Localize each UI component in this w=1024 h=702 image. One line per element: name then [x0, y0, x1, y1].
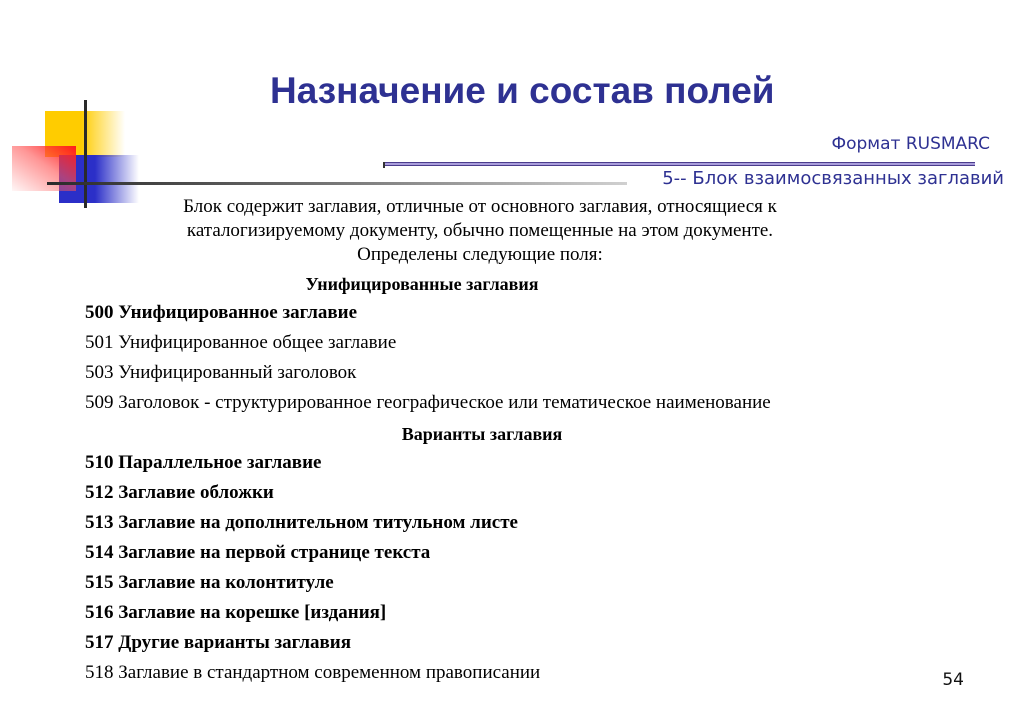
field-item-512: 512 Заглавие обложки [85, 482, 274, 503]
format-label: Формат RUSMARC [831, 134, 990, 154]
field-item-517: 517 Другие варианты заглавия [85, 632, 351, 653]
field-item-501: 501 Унифицированное общее заглавие [85, 332, 397, 353]
decorative-vertical-line [84, 100, 87, 208]
field-item-500: 500 Унифицированное заглавие [85, 302, 358, 323]
intro-line: Блок содержит заглавия, отличные от основного заглавия, относящиеся к [183, 196, 777, 217]
decorative-horizontal-line [47, 182, 627, 185]
field-item-516: 516 Заглавие на корешке [издания] [85, 602, 387, 623]
header-divider-cap [383, 162, 385, 168]
field-item-509: 509 Заголовок - структурированное географическое или тематическое наименование [85, 392, 771, 413]
block-label: 5-- Блок взаимосвязанных заглавий [662, 168, 1004, 189]
section-heading-unified-titles: Унифицированные заглавия [305, 274, 539, 294]
header-divider-rule [383, 162, 975, 166]
field-item-510: 510 Параллельное заглавие [85, 452, 322, 473]
field-item-515: 515 Заглавие на колонтитуле [85, 572, 334, 593]
page-number: 54 [942, 670, 964, 690]
intro-line: Определены следующие поля: [357, 244, 603, 265]
field-item-518: 518 Заглавие в стандартном современном правописании [85, 662, 541, 683]
intro-paragraph [130, 195, 830, 267]
field-item-514: 514 Заглавие на первой странице текста [85, 542, 431, 563]
field-item-503: 503 Унифицированный заголовок [85, 362, 357, 383]
slide-title: Назначение и состав полей [270, 70, 775, 111]
section-heading-title-variants: Варианты заглавия [401, 424, 563, 444]
intro-line: каталогизируемому документу, обычно помещенные на этом документе. [186, 220, 774, 241]
field-item-513: 513 Заглавие на дополнительном титульном листе [85, 512, 518, 533]
